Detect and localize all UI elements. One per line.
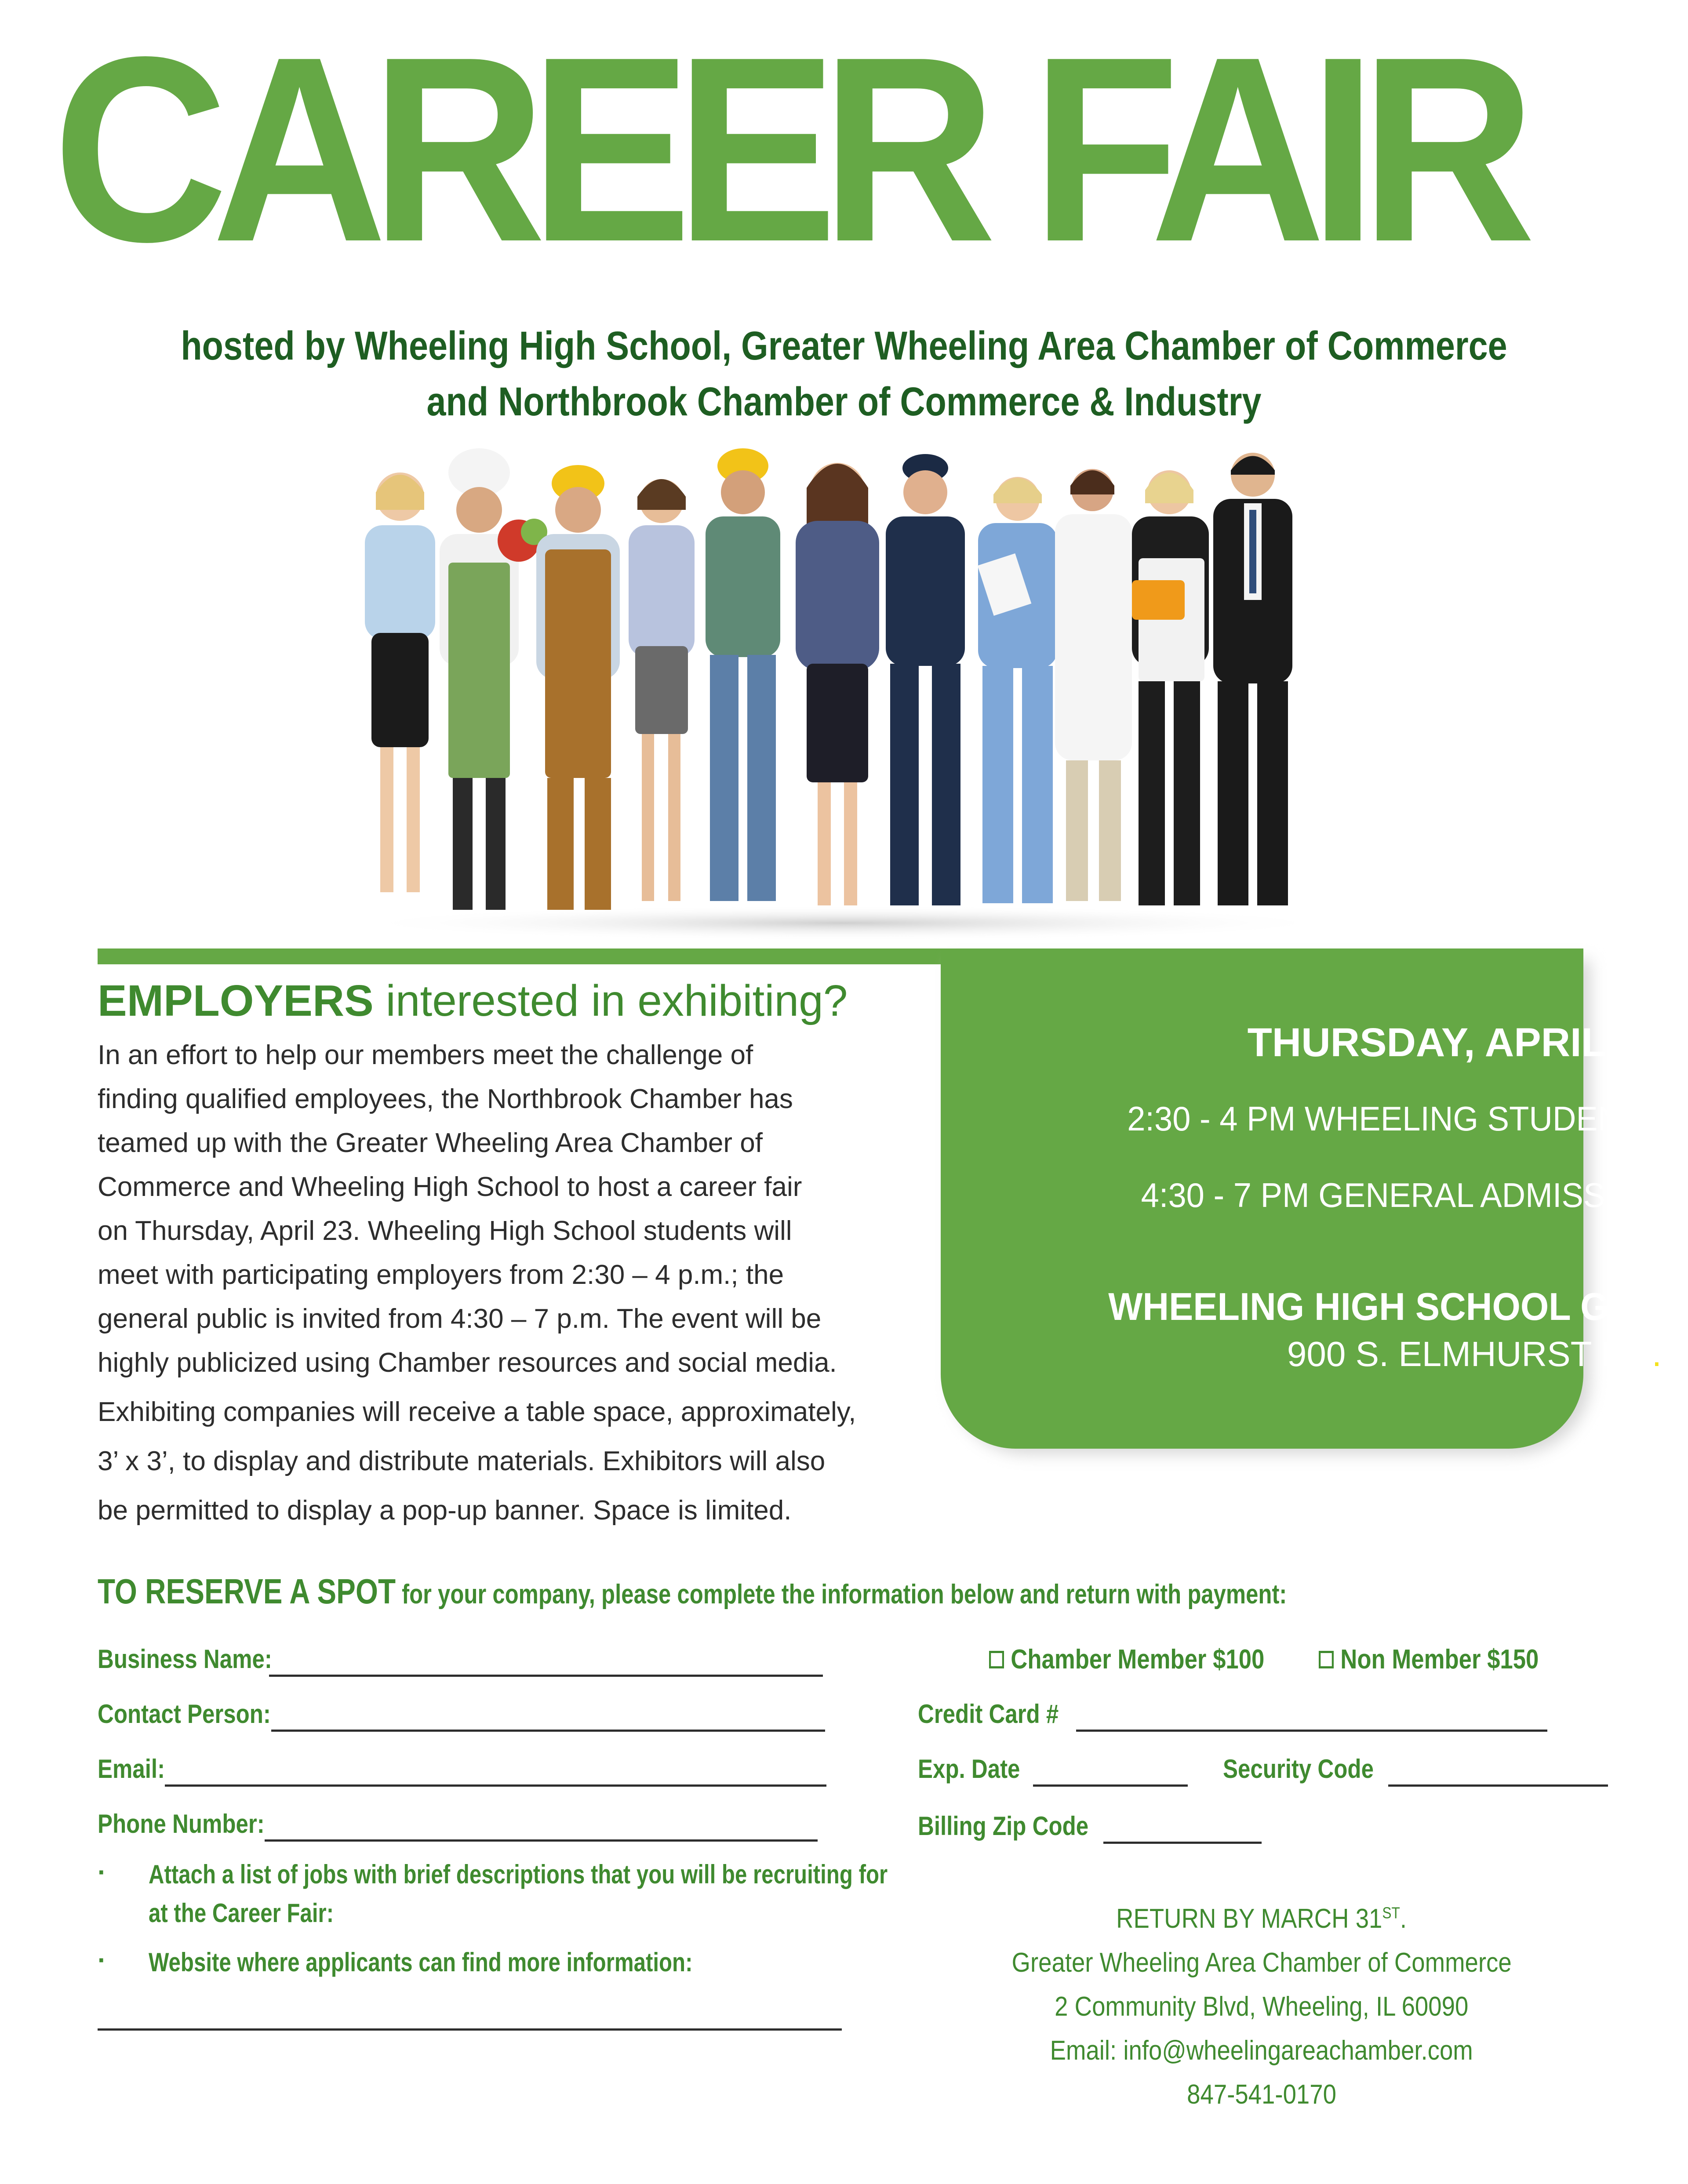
event-time-students: 2:30 - 4 PM WHEELING STUDENTS [1127, 1099, 1663, 1138]
return-email-text[interactable]: Email: info@wheelingareachamber.com [1050, 2035, 1473, 2066]
employers-heading [98, 976, 848, 1026]
event-venue: WHEELING HIGH SCHOOL GYM [1108, 1285, 1663, 1328]
employers-body-line: Exhibiting companies will receive a table space, approximately, [98, 1397, 856, 1427]
chamber-member-label: Chamber Member $100 [1011, 1644, 1265, 1675]
employers-heading-rest: interested in exhibiting? [373, 976, 848, 1025]
website-instruction: Website where applicants can find more information: [149, 1948, 693, 1977]
return-deadline [941, 1903, 1582, 1934]
return-phone [941, 2079, 1582, 2110]
employers-body-line: 3’ x 3’, to display and distribute materials. Exhibitors will also [98, 1446, 826, 1476]
return-org-text: Greater Wheeling Area Chamber of Commerce [1011, 1948, 1512, 1978]
email-label: Email: [98, 1754, 165, 1784]
person-construction-worker [536, 465, 620, 910]
phone-number-label: Phone Number: [98, 1809, 265, 1839]
billing-zip-field[interactable] [1103, 1842, 1262, 1844]
non-member-label: Non Member $150 [1340, 1644, 1539, 1675]
bullet-dot: · [98, 1857, 106, 1887]
reserve-heading [98, 1571, 1287, 1612]
security-code-label: Security Code [1223, 1754, 1374, 1784]
event-address-dot: . [1652, 1334, 1662, 1374]
employers-body-line: teamed up with the Greater Wheeling Area Chamber of [98, 1128, 763, 1158]
hosted-by-line-2: and Northbrook Chamber of Commerce & Industry [426, 379, 1262, 424]
jobs-list-instruction-line-2: at the Career Fair: [149, 1898, 334, 1928]
person-chef [440, 448, 547, 910]
exp-date-label: Exp. Date [918, 1754, 1020, 1784]
return-deadline-main: RETURN BY MARCH 31 [1116, 1904, 1382, 1934]
checkbox-icon[interactable] [989, 1651, 1004, 1668]
billing-zip-label: Billing Zip Code [918, 1811, 1089, 1841]
chamber-member-option[interactable] [989, 1644, 1264, 1675]
employers-heading-bold: EMPLOYERS [98, 976, 374, 1025]
contact-person-label: Contact Person: [98, 1699, 271, 1729]
event-date: THURSDAY, APRIL 23 [1247, 1020, 1662, 1065]
person-tradesman [706, 448, 780, 901]
event-address-text: 900 S. ELMHURST RD [1287, 1334, 1652, 1374]
phone-number-field[interactable] [265, 1839, 818, 1842]
exp-date-field[interactable] [1033, 1784, 1188, 1787]
return-deadline-sup: ST [1382, 1904, 1401, 1922]
employers-body-line: highly publicized using Chamber resources and social media. [98, 1348, 837, 1378]
workers-group-image [334, 448, 1354, 941]
person-cleaner [1132, 470, 1209, 905]
credit-card-label: Credit Card # [918, 1699, 1059, 1729]
jobs-list-instruction-line-1: Attach a list of jobs with brief descriptions that you will be recruiting for [149, 1860, 888, 1889]
employers-body-line: meet with participating employers from 2:30 – 4 p.m.; the [98, 1260, 784, 1290]
return-email[interactable] [941, 2035, 1582, 2066]
return-deadline-text [1117, 1903, 1407, 1934]
return-org [941, 1947, 1582, 1978]
return-phone-text: 847-541-0170 [1187, 2079, 1336, 2110]
return-deadline-end: . [1400, 1904, 1407, 1934]
reserve-heading-big: TO RESERVE A SPOT [98, 1572, 396, 1611]
person-office-woman [365, 472, 435, 892]
reserve-heading-small: for your company, please complete the information below and return with payment: [396, 1579, 1287, 1610]
event-address [1046, 1334, 1688, 1374]
hosted-by-line-1: hosted by Wheeling High School, Greater Wheeling Area Chamber of Commerce [181, 323, 1507, 368]
return-address-text: 2 Community Blvd, Wheeling, IL 60090 [1055, 1991, 1469, 2022]
page-title: CAREER FAIR [53, 2, 1520, 297]
person-doctor [1055, 469, 1132, 901]
person-business-woman [796, 463, 879, 905]
person-nurse [978, 477, 1057, 903]
employers-body-line: on Thursday, April 23. Wheeling High School students will [98, 1216, 792, 1246]
checkbox-icon[interactable] [1319, 1651, 1334, 1668]
person-woman-apron [629, 479, 695, 901]
person-mechanic [886, 454, 965, 905]
credit-card-field[interactable] [1076, 1730, 1547, 1732]
employers-body-line: general public is invited from 4:30 – 7 p.m. The event will be [98, 1304, 822, 1334]
employers-body-line: finding qualified employees, the Northbrook Chamber has [98, 1084, 793, 1114]
business-name-field[interactable] [269, 1675, 823, 1677]
person-business-man [1213, 453, 1292, 905]
employers-body-line: be permitted to display a pop-up banner. Space is limited. [98, 1495, 792, 1526]
bullet-dot: · [98, 1945, 106, 1975]
email-field[interactable] [165, 1784, 826, 1787]
employers-body-line: In an effort to help our members meet the challenge of [98, 1040, 753, 1070]
employers-body-line: Commerce and Wheeling High School to host a career fair [98, 1172, 802, 1202]
event-at: AT [1616, 1231, 1662, 1271]
return-address [941, 1991, 1582, 2022]
non-member-option[interactable] [1319, 1644, 1539, 1675]
business-name-label: Business Name: [98, 1644, 272, 1674]
security-code-field[interactable] [1388, 1784, 1608, 1787]
contact-person-field[interactable] [271, 1730, 825, 1732]
event-time-general: 4:30 - 7 PM GENERAL ADMISSION [1141, 1176, 1663, 1214]
website-field[interactable] [98, 2028, 842, 2031]
